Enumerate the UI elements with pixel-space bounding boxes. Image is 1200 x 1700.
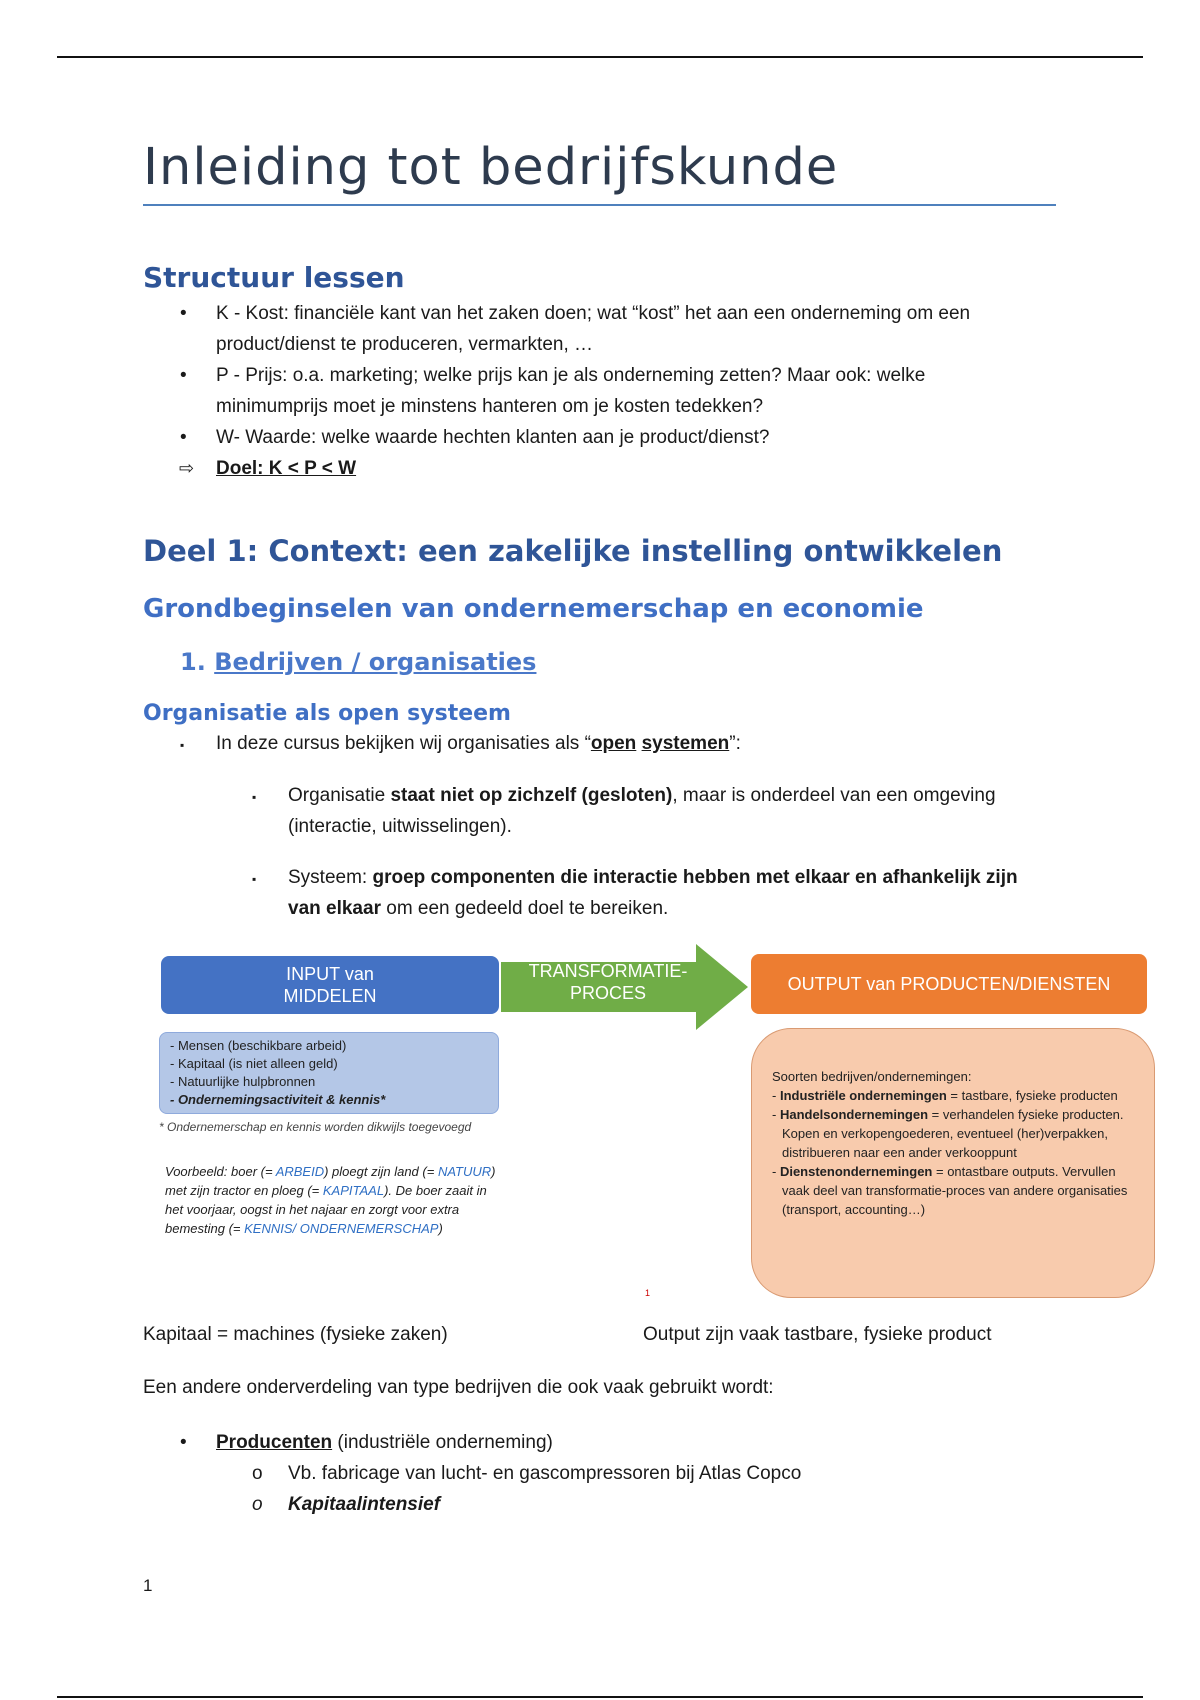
ex-arbeid: ARBEID <box>275 1164 325 1179</box>
open-system-diagram <box>143 944 1160 1302</box>
ex-part: het voorjaar, oogst in het najaar en zorgt voor extra <box>165 1202 460 1217</box>
item-line: product/dienst te produceren, vermarkten, … <box>216 334 594 355</box>
kind-trade: - Handelsondernemingen = verhandelen fysieke producten. Kopen en verkopengoederen, eventueel (her)verpakken, distribueren naar een ander verkooppunt <box>772 1107 1124 1160</box>
means-item: - Ondernemingsactiviteit & kennis* <box>170 1092 386 1107</box>
means-item: - Kapitaal (is niet alleen geld) <box>170 1056 338 1071</box>
heading-structuur-lessen: Structuur lessen <box>143 261 405 294</box>
p2-bold2: van elkaar <box>288 898 381 919</box>
ex-part: ) <box>438 1221 443 1236</box>
kind-services: - Dienstenondernemingen = ontastbare outputs. Vervullen vaak deel van transformatie-proces van andere organisaties (transport, accounting…) <box>772 1164 1128 1217</box>
means-note: * Ondernemerschap en kennis worden dikwijls toegevoegd <box>159 1120 472 1134</box>
circle-bullet-icon: o <box>252 1463 263 1484</box>
producers-label: Producenten <box>216 1432 333 1453</box>
example-text <box>165 1162 515 1238</box>
note-kapitaal: Kapitaal = machines (fysieke zaken) <box>143 1324 448 1345</box>
list-item <box>143 360 1063 422</box>
intro-prefix: In deze cursus bekijken wij organisaties als “ <box>216 733 591 754</box>
transform-label-1: TRANSFORMATIE- <box>528 961 688 981</box>
p1-line2: (interactie, uitwisselingen). <box>288 816 512 837</box>
footnote-mark: 1 <box>645 1288 651 1298</box>
input-label-1: INPUT van <box>286 964 374 984</box>
p1-a: Organisatie <box>288 785 391 806</box>
other-division-paragraph: Een andere onderverdeling van type bedrijven die ook vaak gebruikt wordt: <box>143 1377 774 1398</box>
intro-line <box>216 728 741 759</box>
output-box: OUTPUT van PRODUCTEN/DIENSTEN <box>751 954 1147 1014</box>
item-line: minimumprijs moet je minstens hanteren om je kosten tedekken? <box>216 396 764 417</box>
bullet-icon: • <box>180 365 187 386</box>
square-bullet-icon: ▪ <box>252 790 257 804</box>
kind3-bold: Dienstenondernemingen <box>779 1164 933 1179</box>
document-title: Inleiding tot bedrijfskunde <box>143 140 1056 206</box>
means-item: - Mensen (beschikbare arbeid) <box>170 1038 347 1053</box>
means-item: - Natuurlijke hulpbronnen <box>170 1074 316 1089</box>
goal-text: Doel: K < P < W <box>216 458 357 479</box>
input-box <box>161 956 499 1014</box>
p1-bold: staat niet op zichzelf (gesloten) <box>390 785 673 806</box>
p2-bold: groep componenten die interactie hebben met elkaar en afhankelijk zijn <box>372 867 1018 888</box>
bullet-icon: • <box>180 427 187 448</box>
ex-part: ). De boer zaait in <box>384 1183 487 1198</box>
section-title: Bedrijven / organisaties <box>214 648 537 676</box>
list-item <box>143 298 1063 360</box>
kind2-bold: Handelsondernemingen <box>779 1107 929 1122</box>
producers-item <box>216 1427 553 1458</box>
ex-part: Voorbeeld: boer (= <box>165 1164 276 1179</box>
note-output: Output zijn vaak tastbare, fysieke product <box>643 1324 992 1345</box>
square-bullet-icon: ▪ <box>252 872 257 886</box>
producers-sub-2: Kapitaalintensief <box>288 1494 441 1515</box>
point-organisatie <box>288 780 1088 842</box>
bullet-icon: • <box>180 1432 187 1453</box>
bullet-icon: • <box>180 303 187 324</box>
page-number: 1 <box>143 1576 153 1595</box>
kind1-rest: = tastbare, fysieke producten <box>946 1088 1118 1103</box>
p2-b: om een gedeeld doel te bereiken. <box>380 898 669 919</box>
kinds-box <box>751 1028 1155 1298</box>
header-rule <box>57 56 1143 58</box>
kind2-rest: = verhandelen fysieke producten. Kopen en verkopengoederen, eventueel (her)verpakken, distribueren naar een ander verkooppunt <box>782 1107 1124 1160</box>
arrow-right-icon: ⇨ <box>179 458 195 478</box>
list-item <box>143 422 1063 453</box>
intro-open: open <box>590 733 637 754</box>
item-line: W- Waarde: welke waarde hechten klanten aan je product/dienst? <box>216 427 770 448</box>
heading-bedrijven <box>180 648 536 676</box>
ex-part: ) <box>491 1164 496 1179</box>
heading-open-systeem: Organisatie als open systeem <box>143 701 511 726</box>
goal-item <box>143 453 1063 484</box>
ex-natuur: NATUUR <box>437 1164 492 1179</box>
circle-bullet-icon: o <box>252 1494 263 1515</box>
item-line: K - Kost: financiële kant van het zaken doen; wat “kost” het aan een onderneming om een <box>216 303 971 324</box>
intro-systemen: systemen <box>641 733 730 754</box>
ex-kapitaal: KAPITAAL <box>322 1183 385 1198</box>
ex-part: ) ploegt zijn land (= <box>324 1164 438 1179</box>
point-systeem <box>288 862 1088 924</box>
p2-a: Systeem: <box>288 867 373 888</box>
heading-grondbeginselen: Grondbeginselen van ondernemerschap en economie <box>143 594 924 624</box>
ex-part: met zijn tractor en ploeg (= <box>165 1183 323 1198</box>
transform-label-2: PROCES <box>569 983 647 1003</box>
heading-deel-1: Deel 1: Context: een zakelijke instelling ontwikkelen <box>143 534 1003 568</box>
transformation-label <box>518 960 698 1004</box>
ex-kennis: KENNIS/ ONDERNEMERSCHAP <box>244 1221 439 1236</box>
kind3-rest: = ontastbare outputs. Vervullen vaak deel van transformatie-proces van andere organisaties (transport, accounting…) <box>782 1164 1128 1217</box>
producers-rest: (industriële onderneming) <box>332 1432 553 1453</box>
input-label-2: MIDDELEN <box>283 986 377 1006</box>
section-number: 1. <box>180 648 206 676</box>
ex-part: bemesting (= <box>165 1221 245 1236</box>
item-line: P - Prijs: o.a. marketing; welke prijs kan je als onderneming zetten? Maar ook: welke <box>216 365 926 386</box>
square-bullet-icon: ▪ <box>180 738 185 752</box>
kinds-intro: Soorten bedrijven/ondernemingen: <box>772 1069 972 1084</box>
p1-b: , maar is onderdeel van een omgeving <box>672 785 996 806</box>
structure-list <box>143 298 1063 484</box>
kind1-bold: Industriële ondernemingen <box>779 1088 947 1103</box>
kind-industrial: - Industriële ondernemingen = tastbare, fysieke producten <box>772 1088 1118 1103</box>
footer-rule <box>57 1696 1143 1698</box>
means-box <box>159 1032 499 1114</box>
producers-sub-1: Vb. fabricage van lucht- en gascompressoren bij Atlas Copco <box>288 1463 802 1484</box>
intro-suffix: ”: <box>729 733 741 754</box>
